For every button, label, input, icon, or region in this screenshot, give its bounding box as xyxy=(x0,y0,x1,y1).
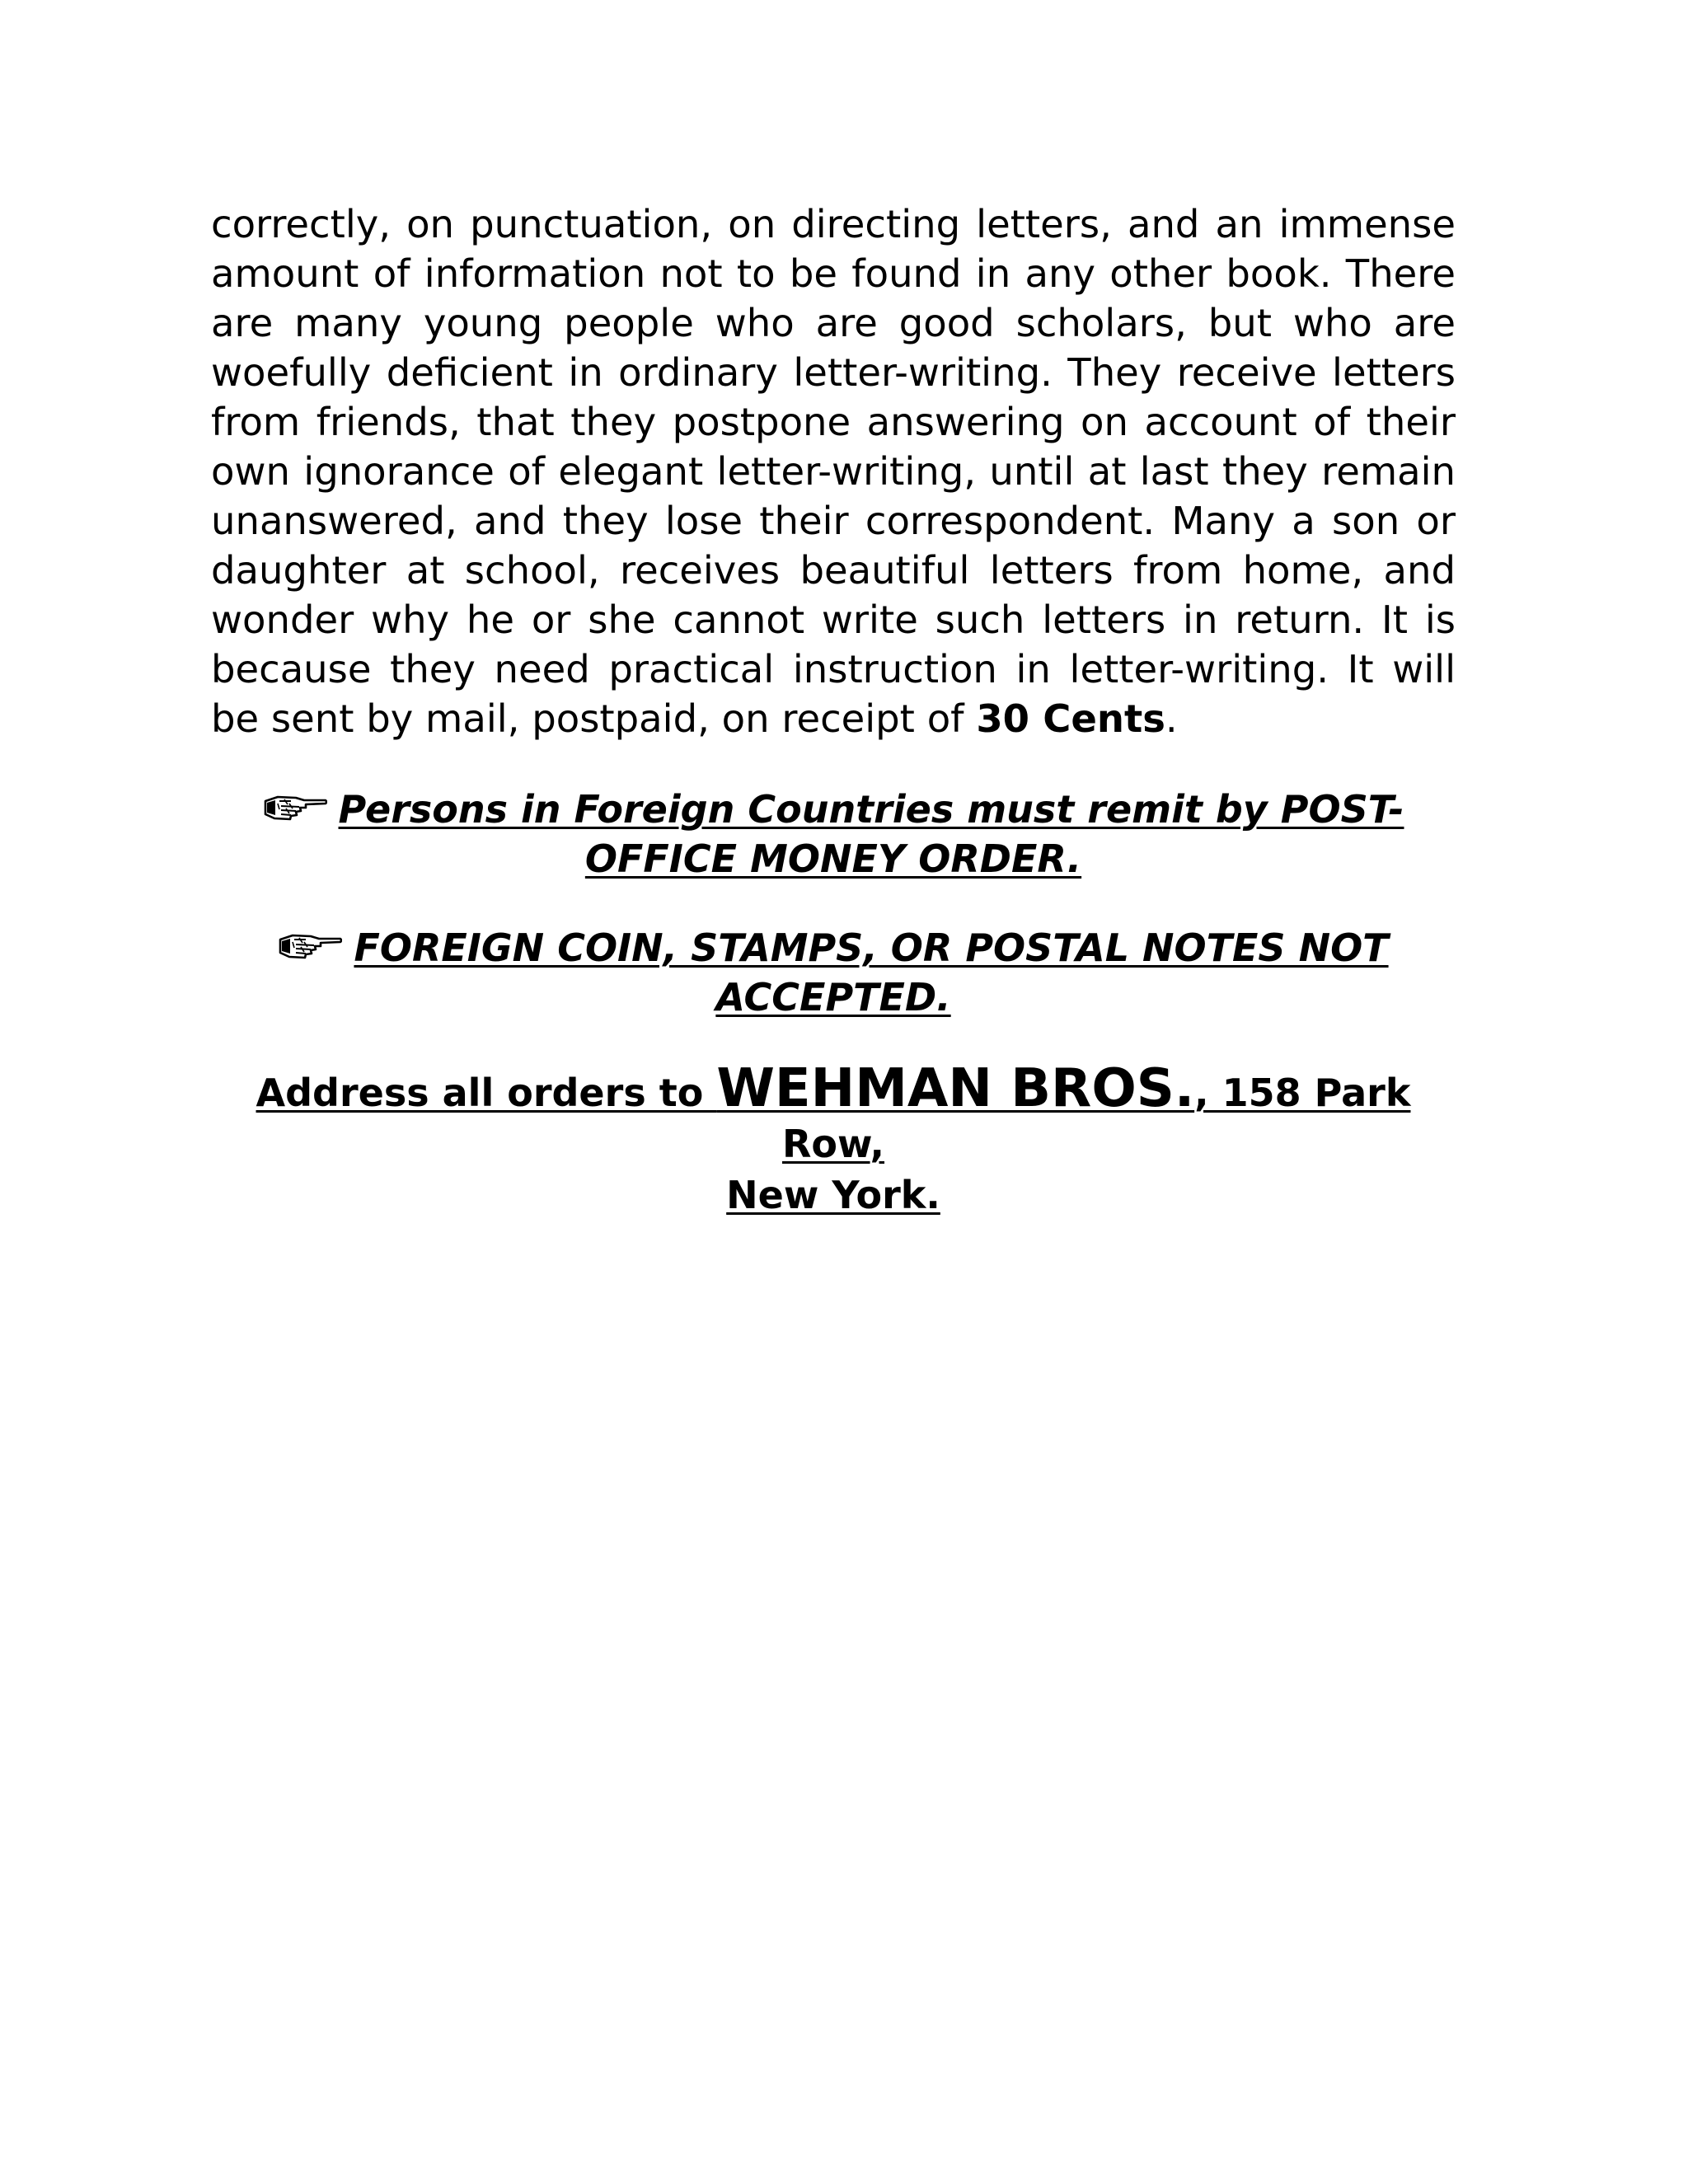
paragraph-end: . xyxy=(1165,696,1178,741)
order-address xyxy=(211,1058,1456,1221)
notice-foreign-remit xyxy=(211,785,1456,883)
notice-not-accepted xyxy=(211,923,1456,1022)
address-separator: , xyxy=(870,1122,885,1166)
body-paragraph xyxy=(211,199,1456,743)
document-page xyxy=(211,199,1456,1221)
price-text: 30 Cents xyxy=(976,696,1165,741)
city-name: New York. xyxy=(726,1173,940,1217)
notice-text: FOREIGN COIN, STAMPS, OR POSTAL NOTES NOT ACCEPTED. xyxy=(354,926,1389,1019)
notice-text: Persons in Foreign Countries must remit by POST-OFFICE MONEY ORDER. xyxy=(338,787,1404,881)
pointing-hand-icon xyxy=(278,931,342,959)
paragraph-text: correctly, on punctuation, on directing letters, and an immense amount of information not to be found in any other book. There are many young people who are good scholars, but who are woefully deficient in ordinary letter-writing. They receive letters from friends, that they postpone answering on account of their own ignorance of elegant letter-writing, until at last they remain unanswered, and they lose their correspondent. Many a son or daughter at school, receives beautiful letters from home, and wonder why he or she cannot write such letters in return. It is because they need practical instruction in letter-writing. It will be sent by mail, postpaid, on receipt of xyxy=(211,202,1456,741)
street-address: , 158 Park Row xyxy=(781,1071,1411,1166)
pointing-hand-icon xyxy=(263,793,327,821)
company-name: WEHMAN BROS. xyxy=(716,1058,1195,1119)
address-prefix: Address all orders to xyxy=(256,1071,717,1115)
